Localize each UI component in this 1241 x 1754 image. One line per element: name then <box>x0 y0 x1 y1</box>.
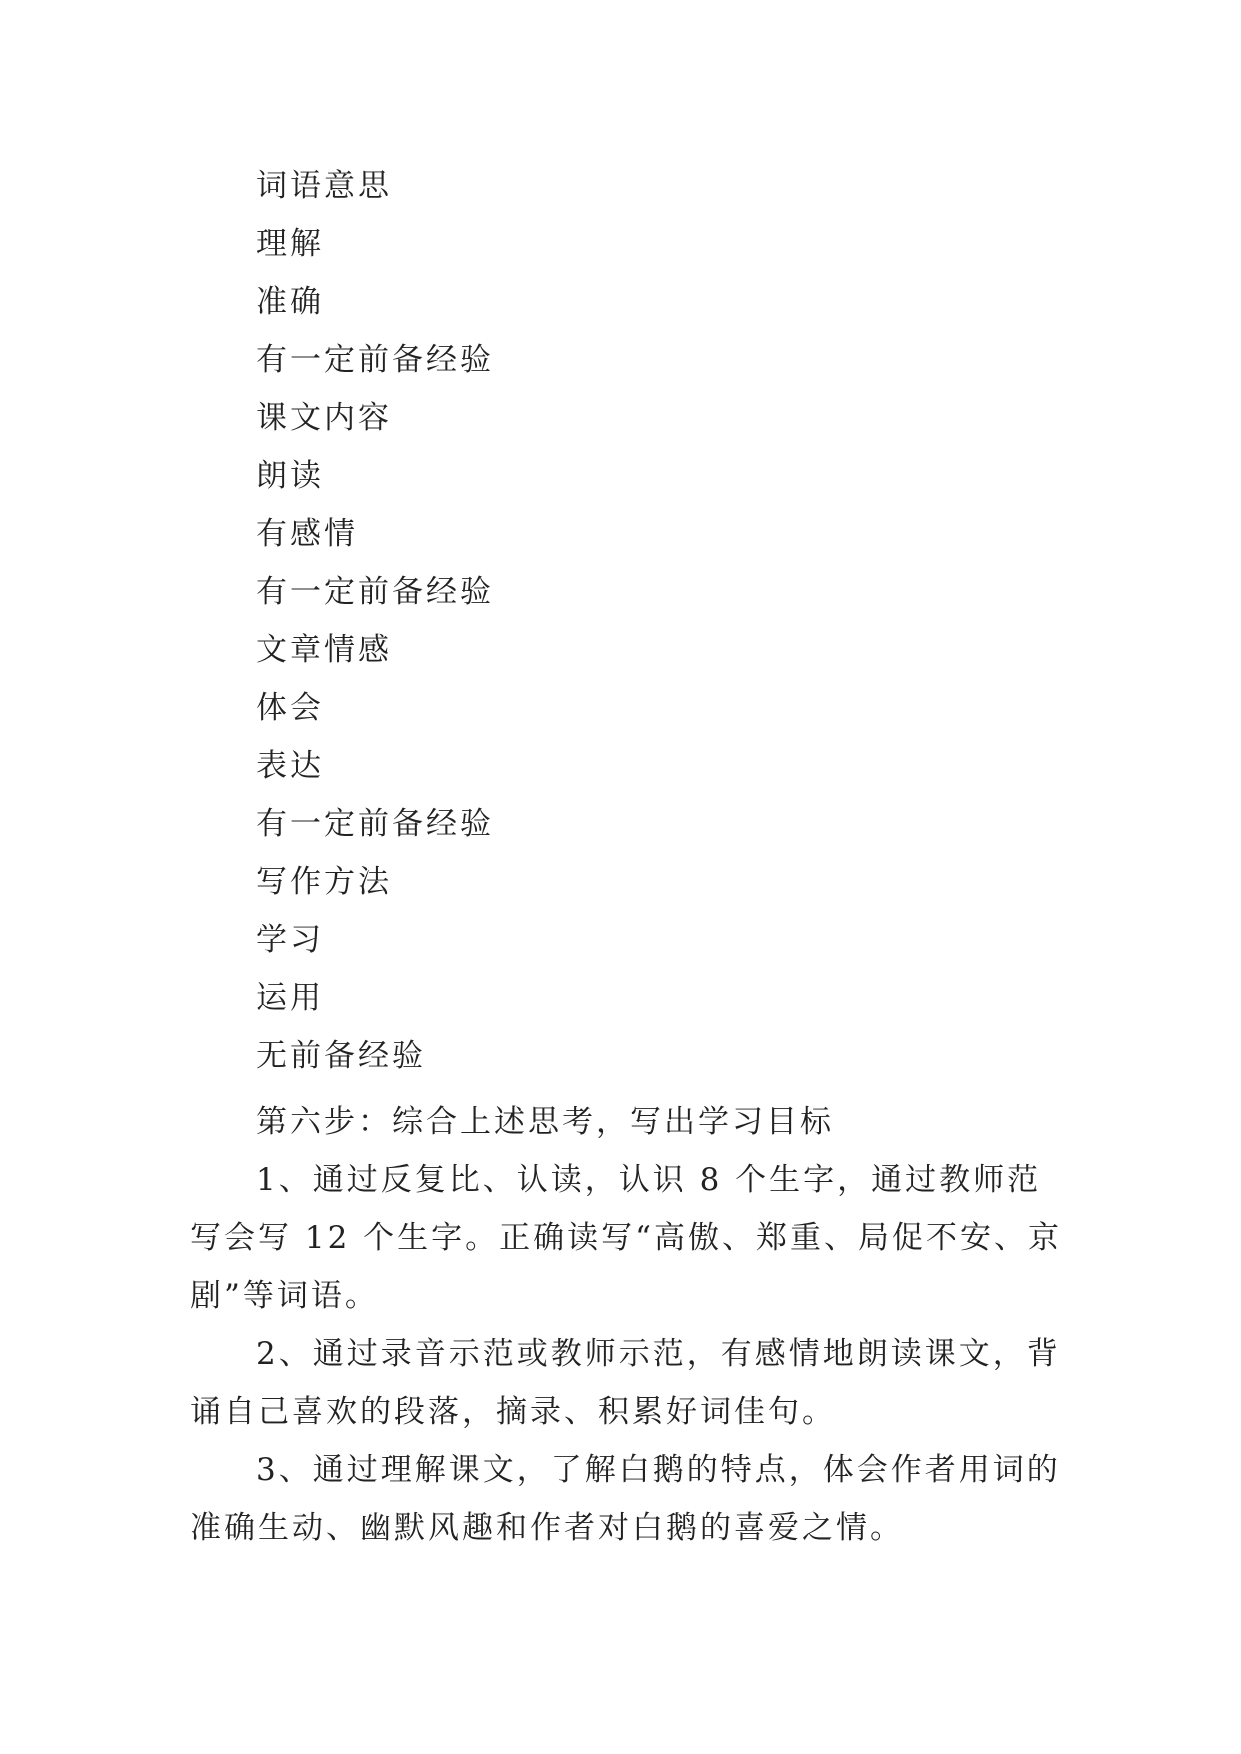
list-item: 写作方法 <box>256 864 392 900</box>
list-item: 朗读 <box>256 458 324 494</box>
list-item: 准确 <box>256 284 324 320</box>
list-item: 有一定前备经验 <box>256 342 494 378</box>
step-heading: 第六步：综合上述思考，写出学习目标 <box>256 1104 834 1140</box>
goal-paragraph: 1、通过反复比、认读，认识 8 个生字，通过教师范写会写 12 个生字。正确读写“高傲、郑重、局促不安、京剧”等词语。 <box>190 1162 1062 1314</box>
list-item: 有感情 <box>256 516 358 552</box>
goal-paragraph: 2、通过录音示范或教师示范，有感情地朗读课文，背诵自己喜欢的段落，摘录、积累好词佳句。 <box>190 1336 1061 1430</box>
learning-goals <box>190 1151 1062 1557</box>
list-item: 学习 <box>256 922 324 958</box>
list-item: 运用 <box>256 980 324 1016</box>
goal-paragraph: 3、通过理解课文，了解白鹅的特点，体会作者用词的准确生动、幽默风趣和作者对白鹅的喜爱之情。 <box>190 1452 1061 1546</box>
list-item: 有一定前备经验 <box>256 574 494 610</box>
list-item: 表达 <box>256 748 324 784</box>
analysis-list <box>256 157 494 1085</box>
list-item: 有一定前备经验 <box>256 806 494 842</box>
list-item: 课文内容 <box>256 400 392 436</box>
list-item: 无前备经验 <box>256 1038 426 1074</box>
list-item: 体会 <box>256 690 324 726</box>
list-item: 理解 <box>256 226 324 262</box>
list-item: 文章情感 <box>256 632 392 668</box>
list-item: 词语意思 <box>256 168 392 204</box>
